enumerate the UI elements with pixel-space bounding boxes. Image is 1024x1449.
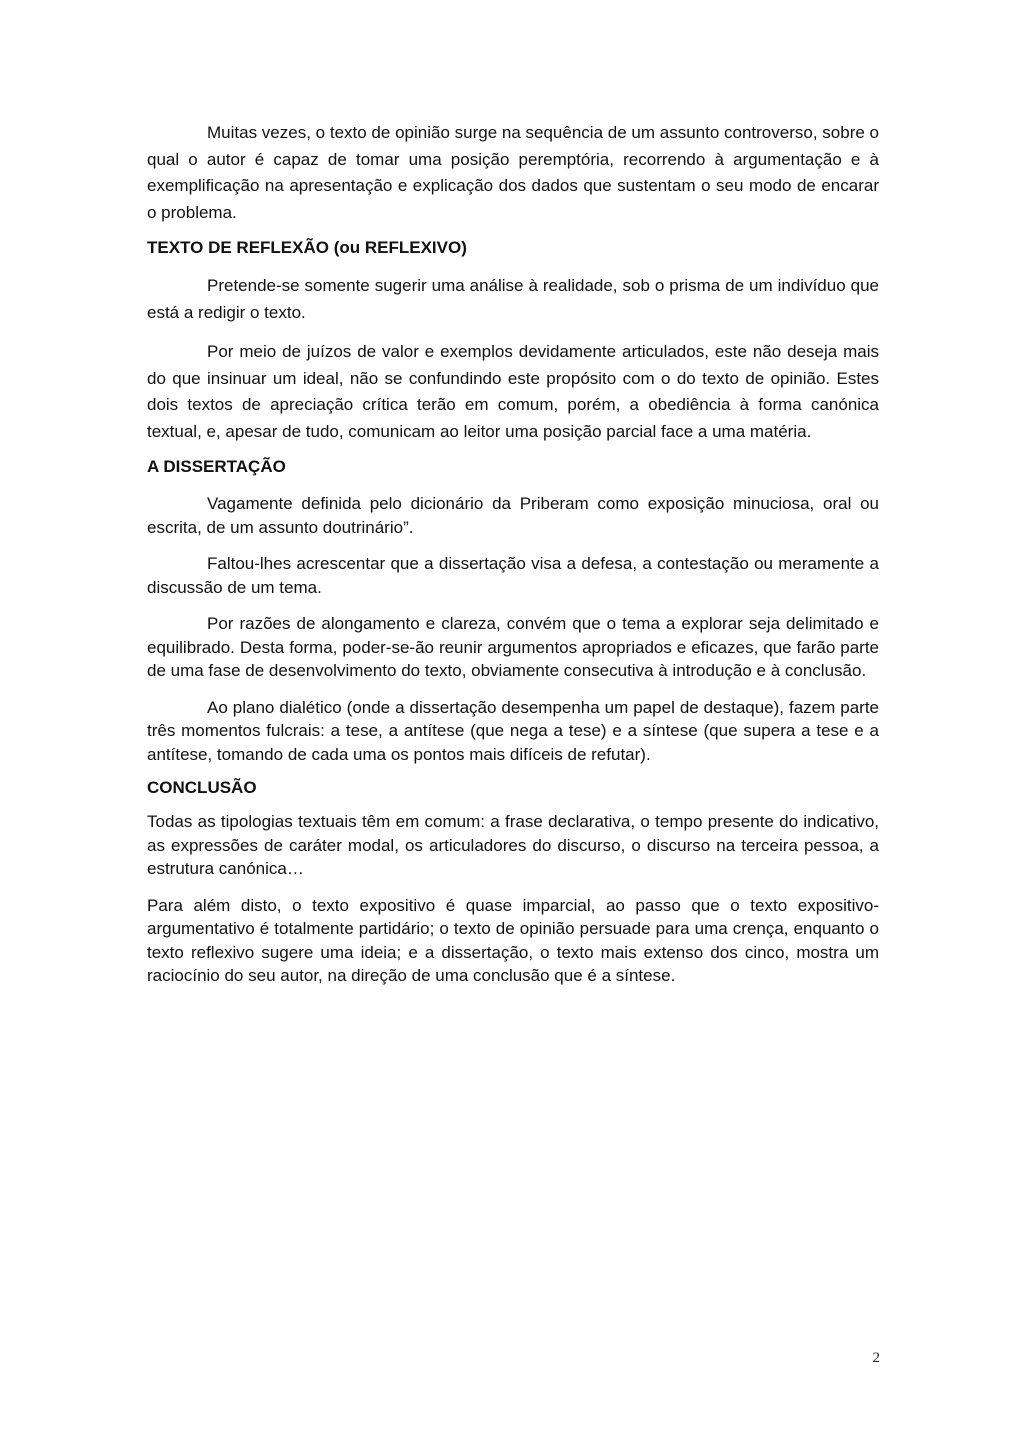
paragraph-conclusao-2: Para além disto, o texto expositivo é quase imparcial, ao passo que o texto expositivo-argumentativo é totalmente partidário; o texto de opinião persuade para uma crença, enquanto o texto reflexivo sugere uma ideia; e a dissertação, o texto mais extenso dos cinco, mostra um raciocínio do seu autor, na direção de uma conclusão que é a síntese. [147,895,879,985]
paragraph-dissertacao-1: Vagamente definida pelo dicionário da Priberam como exposição minuciosa, oral ou escrita, de um assunto doutrinário”. [147,494,879,537]
spacer [147,479,879,492]
spacer [147,766,879,776]
page-number: 2 [872,1350,880,1366]
document-page [147,120,879,988]
spacer [147,445,879,455]
spacer [147,260,879,273]
paragraph-reflexao-1: Pretende-se somente sugerir uma análise à realidade, sob o prisma de um indivíduo que está a redigir o texto. [147,276,879,322]
spacer [147,226,879,236]
heading-texto-reflexao: TEXTO DE REFLEXÃO (ou REFLEXIVO) [147,238,467,257]
spacer [147,539,879,552]
heading-conclusao: CONCLUSÃO [147,778,257,797]
paragraph-conclusao-1: Todas as tipologias textuais têm em comum: a frase declarativa, o tempo presente do indicativo, as expressões de caráter modal, os articuladores do discurso, o discurso na terceira pessoa, a estrutura canónica… [147,812,879,878]
paragraph-dissertacao-4: Ao plano dialético (onde a dissertação desempenha um papel de destaque), fazem parte três momentos fulcrais: a tese, a antítese (que nega a tese) e a síntese (que supera a tese e a antítese, tomando de cada uma os pontos mais difíceis de refutar). [147,697,879,764]
paragraph-dissertacao-2: Faltou-lhes acrescentar que a dissertação visa a defesa, a contestação ou meramente a discussão de um tema. [147,554,879,597]
spacer [147,683,879,696]
spacer [147,800,879,810]
spacer [147,326,879,339]
paragraph-reflexao-2: Por meio de juízos de valor e exemplos devidamente articulados, este não deseja mais do que insinuar um ideal, não se confundindo este propósito com o do texto de opinião. Estes dois textos de apreciação crítica terão em comum, porém, a obediência à forma canónica textual, e, apesar de tudo, comunicam ao leitor uma posição parcial face a uma matéria. [147,342,879,441]
spacer [147,599,879,612]
heading-dissertacao: A DISSERTAÇÃO [147,457,286,476]
paragraph-dissertacao-3: Por razões de alongamento e clareza, convém que o tema a explorar seja delimitado e equilibrado. Desta forma, poder-se-ão reunir argumentos apropriados e eficazes, que farão parte de uma fase de desenvolvimento do texto, obviamente consecutiva à introdução e à conclusão. [147,614,879,680]
paragraph-opinion-intro: Muitas vezes, o texto de opinião surge na sequência de um assunto controverso, sobre o qual o autor é capaz de tomar uma posição peremptória, recorrendo à argumentação e à exemplificação na apresentação e explicação dos dados que sustentam o seu modo de encarar o problema. [147,123,879,222]
spacer [147,881,879,894]
